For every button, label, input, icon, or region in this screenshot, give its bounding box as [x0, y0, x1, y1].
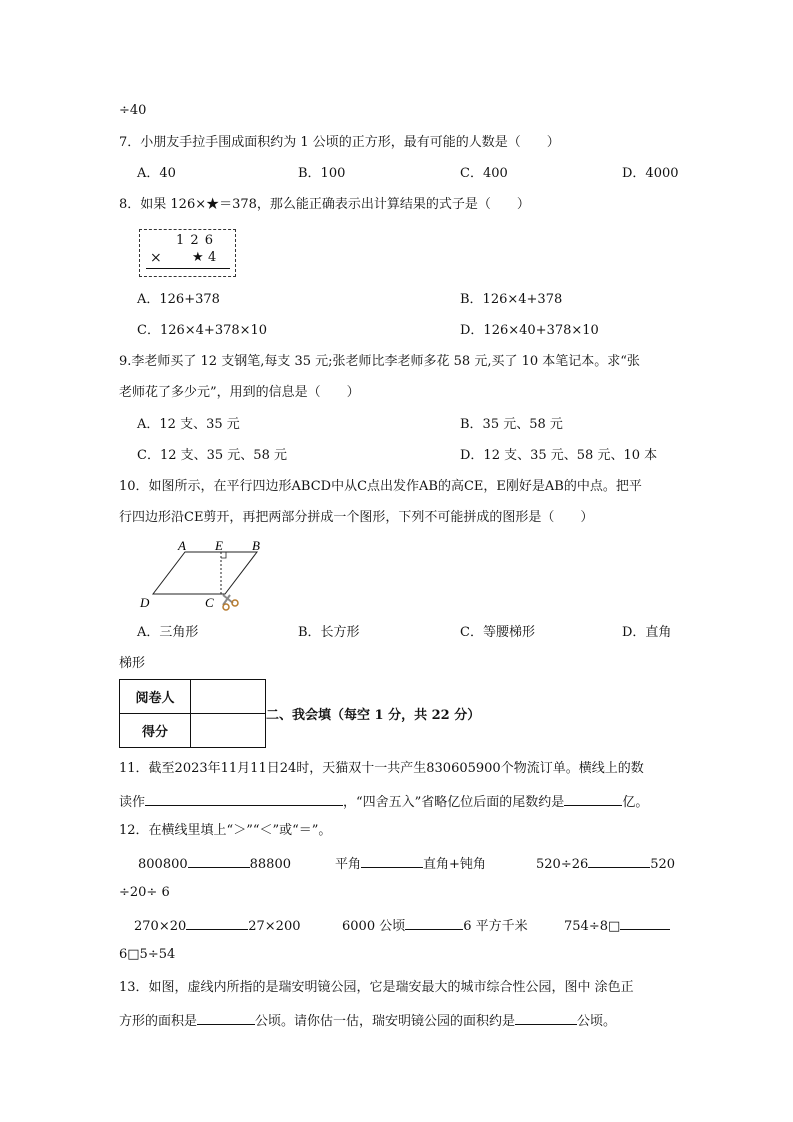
q12-blank-6[interactable]	[620, 915, 670, 930]
q7-option-c: C．400	[460, 166, 508, 181]
q12-blank-1[interactable]	[188, 853, 250, 868]
q10-option-d: D．直角	[622, 625, 672, 640]
vertex-label-b: B	[252, 538, 260, 553]
vertex-label-e: E	[215, 538, 223, 553]
q8-option-b: B．126×4+378	[460, 292, 563, 307]
vertex-label-d: D	[140, 595, 150, 610]
q8-multiplication-figure	[139, 229, 236, 277]
vertex-label-a: A	[178, 538, 186, 553]
q12-r2-b1: 6000 公顷	[342, 919, 406, 934]
q8-times-sign: ×	[150, 250, 162, 266]
q11-text-b: ，“四舍五入”省略亿位后面的尾数约是	[343, 795, 565, 810]
q7-stem: 7．小朋友手拉手围成面积约为 1 公顷的正方形，最有可能的人数是（ ）	[119, 135, 560, 150]
q13-line2	[119, 1010, 616, 1031]
q11-blank-reading[interactable]	[145, 791, 343, 806]
q9-stem-line2: 老师花了多少元”，用到的信息是（ ）	[119, 385, 360, 400]
q9-option-d: D．12 支、35 元、58 元、10 本	[460, 448, 658, 463]
q13-blank-park-area[interactable]	[515, 1010, 577, 1025]
star-icon: ★	[192, 250, 204, 265]
q9-stem-line1: 9.李老师买了 12 支钢笔,每支 35 元;张老师比李老师多花 58 元,买了 10 本笔记本。求“张	[119, 354, 640, 369]
q7-option-a: A．40	[137, 166, 176, 181]
scissors-icon	[223, 595, 238, 610]
q9-option-c: C．12 支、35 元、58 元	[137, 448, 287, 463]
q12-row1-col1	[138, 853, 291, 874]
q8-stem: 8．如果 126×★＝378，那么能正确表示出计算结果的式子是（ ）	[119, 197, 530, 212]
q12-blank-4[interactable]	[186, 915, 248, 930]
q12-r1-c2: 520	[650, 857, 676, 872]
q13-line1: 13．如图，虚线内所指的是瑞安明镜公园，它是瑞安最大的城市综合性公园，图中 涂色正	[119, 980, 634, 995]
score-cell	[191, 714, 266, 748]
q12-blank-5[interactable]	[405, 915, 463, 930]
q12-r1-a2: 88800	[249, 857, 291, 872]
q12-stem: 12．在横线里填上“＞”“＜”或“＝”。	[119, 823, 332, 838]
q12-row2-col2	[342, 915, 528, 936]
q11-text-a: 读作	[119, 795, 146, 810]
q11-line2	[119, 791, 648, 812]
reviewer-cell	[191, 680, 266, 714]
q12-r2-a1: 270×20	[134, 919, 187, 934]
q12-r2-b2: 6 平方千米	[463, 919, 528, 934]
q11-text-c: 亿。	[622, 795, 649, 810]
section-2-title: 二、我会填（每空 1 分，共 22 分）	[266, 708, 481, 723]
q12-r1-a1: 800800	[138, 857, 188, 872]
q10-option-c: C．等腰梯形	[460, 625, 535, 640]
q12-r1-b1: 平角	[335, 857, 362, 872]
q12-r1-c1: 520÷26	[536, 857, 589, 872]
q9-option-a: A．12 支、35 元	[137, 417, 240, 432]
q11-blank-approx[interactable]	[564, 791, 622, 806]
q10-option-b: B．长方形	[298, 625, 360, 640]
q9-option-b: B．35 元、58 元	[460, 417, 563, 432]
q12-blank-2[interactable]	[361, 853, 423, 868]
q7-option-d: D．4000	[622, 166, 679, 181]
q12-r2-c1: 754÷8□	[564, 919, 621, 934]
q10-stem-line1: 10．如图所示，在平行四边形ABCD中从C点出发作AB的高CE，E刚好是AB的中点。把平	[119, 479, 642, 494]
q12-r2-a2: 27×200	[248, 919, 301, 934]
q13-text-c: 公顷。	[577, 1014, 617, 1029]
score-label: 得分	[120, 714, 191, 748]
q12-row1-col2	[335, 853, 486, 874]
q10-stem-line2: 行四边形沿CE剪开，再把两部分拼成一个图形，下列不可能拼成的图形是（ ）	[119, 510, 594, 525]
q8-option-d: D．126×40+378×10	[460, 323, 599, 338]
q12-blank-3[interactable]	[588, 853, 650, 868]
score-table	[119, 679, 266, 748]
q10-option-a: A．三角形	[137, 625, 199, 640]
continued-fragment: ÷40	[119, 103, 147, 118]
q13-blank-square-area[interactable]	[197, 1010, 255, 1025]
q8-option-a: A．126+378	[137, 292, 220, 307]
q12-row2-wrap: 6□5÷54	[119, 947, 176, 962]
q10-parallelogram-figure	[135, 535, 265, 615]
q13-text-b: 公顷。请你估一估，瑞安明镜公园的面积约是	[255, 1014, 516, 1029]
q7-option-b: B．100	[298, 166, 346, 181]
reviewer-label: 阅卷人	[120, 680, 191, 714]
q11-line1: 11．截至2023年11月11日24时，天猫双十一共产生830605900个物流订单。横线上的数	[119, 761, 644, 776]
q8-option-c: C．126×4+378×10	[137, 323, 268, 338]
q8-top-digits: 1 2 6	[176, 233, 215, 248]
vertex-label-c: C	[205, 595, 214, 610]
q12-r1-b2: 直角+钝角	[423, 857, 486, 872]
q8-rule-line	[146, 268, 230, 269]
q12-row1-col3	[536, 853, 675, 874]
q13-text-a: 方形的面积是	[119, 1014, 198, 1029]
q8-digit-4: 4	[208, 250, 217, 265]
q12-row2-col1	[134, 915, 301, 936]
q12-row2-col3	[564, 915, 670, 936]
q10-option-d-wrap: 梯形	[119, 656, 146, 671]
q12-row1-wrap: ÷20÷ 6	[119, 885, 170, 900]
